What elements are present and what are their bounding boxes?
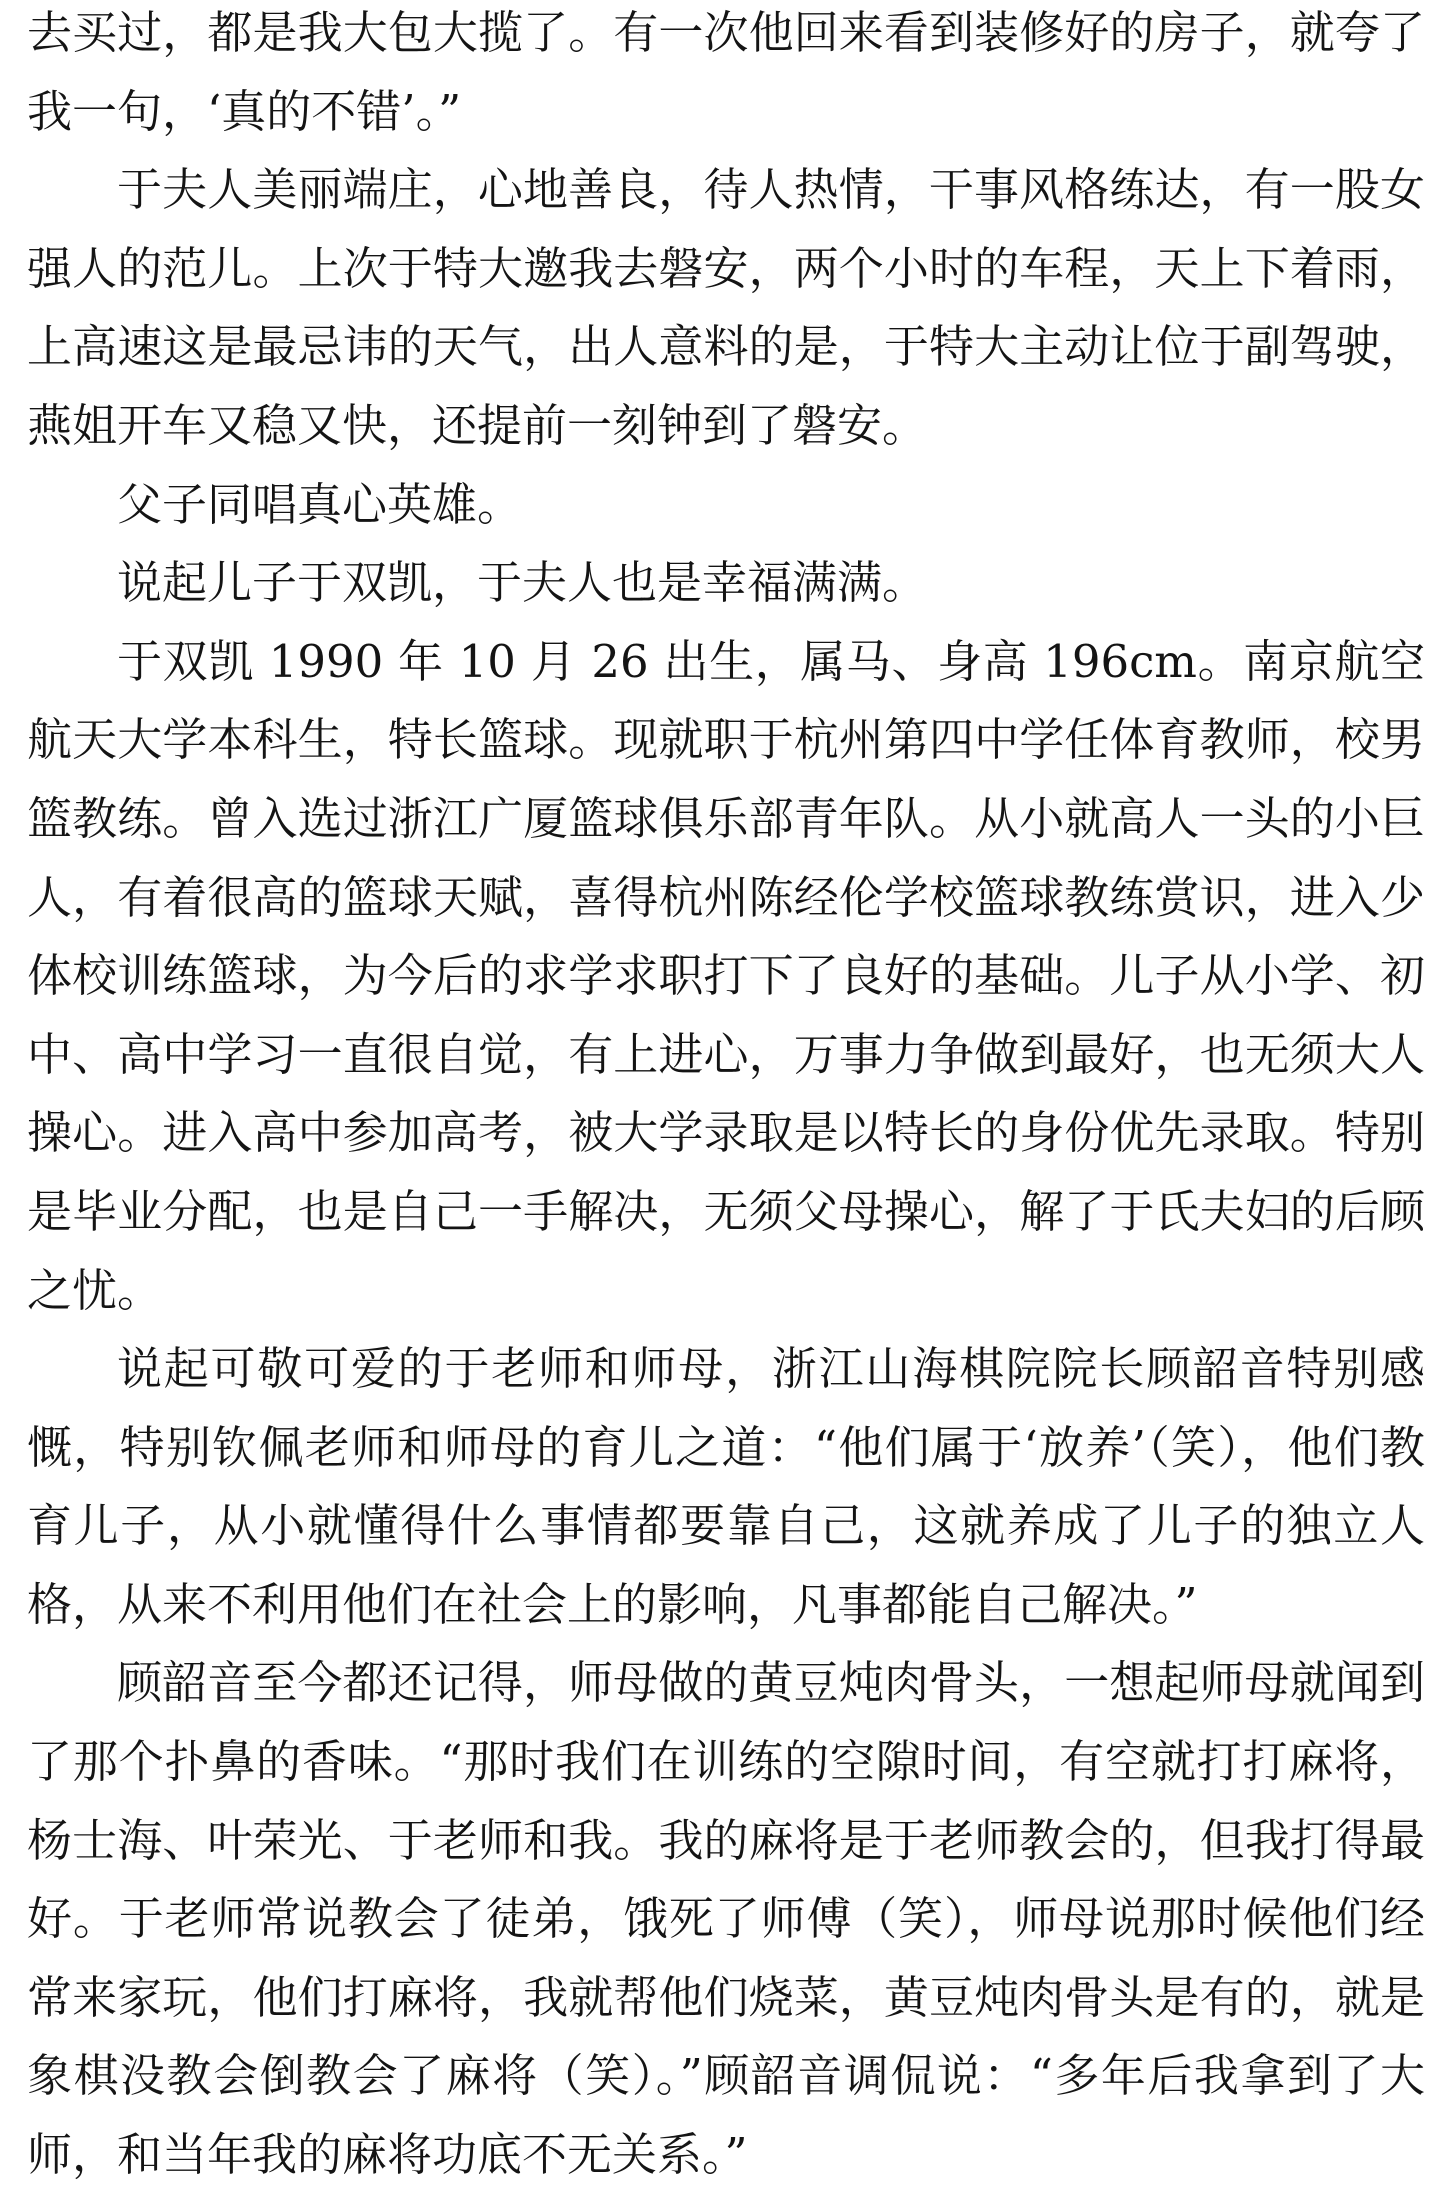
paragraph-2: 于夫人美丽端庄，心地善良，待人热情，干事风格练达，有一股女强人的范儿。上次于特大邀我去磐安，两个小时的车程，天上下着雨，上高速这是最忌讳的天气，出人意料的是，于特大主动让位于副驾驶，燕姐开车又稳又快，还提前一刻钟到了磐安。 — [27, 163, 1425, 452]
paragraph-7: 顾韶音至今都还记得，师母做的黄豆炖肉骨头，一想起师母就闻到了那个扑鼻的香味。“那时我们在训练的空隙时间，有空就打打麻将，杨士海、叶荣光、于老师和我。我的麻将是于老师教会的，但我打得最好。于老师常说教会了徒弟，饿死了师傅（笑），师母说那时候他们经常来家玩，他们打麻将，我就帮他们烧菜，黄豆炖肉骨头是有的，就是象棋没教会倒教会了麻将（笑）。”顾韶音调侃说：“多年后我拿到了大师，和当年我的麻将功底不无关系。” — [27, 1656, 1425, 2182]
paragraph-6: 说起可敬可爱的于老师和师母，浙江山海棋院院长顾韶音特别感慨，特别钦佩老师和师母的育儿之道：“他们属于‘放养’（笑），他们教育儿子，从小就懂得什么事情都要靠自己，这就养成了儿子的独立人格，从来不利用他们在社会上的影响，凡事都能自己解决。” — [27, 1342, 1425, 1631]
paragraph-4: 说起儿子于双凯，于夫人也是幸福满满。 — [117, 556, 928, 610]
paragraph-1: 去买过，都是我大包大揽了。有一次他回来看到装修好的房子，就夸了我一句，‘真的不错’。” — [27, 6, 1425, 138]
paragraph-3-heading: 父子同唱真心英雄。 — [117, 477, 523, 531]
paragraph-5: 于双凯 1990 年 10 月 26 出生，属马、身高 196cm。南京航空航天大学本科生，特长篮球。现就职于杭州第四中学任体育教师，校男篮教练。曾入选过浙江广厦篮球俱乐部青年队。从小就高人一头的小巨人，有着很高的篮球天赋，喜得杭州陈经伦学校篮球教练赏识，进入少体校训练篮球，为今后的求学求职打下了良好的基础。儿子从小学、初中、高中学习一直很自觉，有上进心，万事力争做到最好，也无须大人操心。进入高中参加高考，被大学录取是以特长的身份优先录取。特别是毕业分配，也是自己一手解决，无须父母操心，解了于氏夫妇的后顾之忧。 — [27, 634, 1425, 1317]
document-page — [27, 0, 1425, 2182]
